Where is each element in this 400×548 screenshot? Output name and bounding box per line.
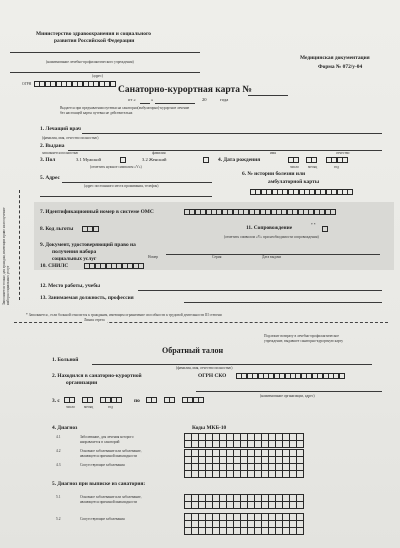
diag-4-1-code-grid[interactable] bbox=[184, 433, 303, 447]
diag-4-2-text-1: Основное заболевание или заболевание, bbox=[80, 449, 142, 453]
date-year-suffix: года bbox=[220, 97, 229, 102]
diag-5-1-code-grid[interactable] bbox=[184, 494, 303, 508]
field-5-caption: (адрес постоянного места проживания, телефон) bbox=[84, 184, 159, 188]
card-title: Санаторно-курортная карта № bbox=[118, 85, 252, 95]
field-9-label-2: получения набора bbox=[52, 249, 97, 255]
address-caption: (адрес) bbox=[92, 74, 103, 78]
birthdate-year-caption: год bbox=[334, 165, 339, 169]
field-6-label-2: амбулаторной карты bbox=[268, 179, 320, 185]
snils-cells[interactable] bbox=[84, 263, 143, 269]
field-6-label-1: 6. № истории болезни или bbox=[242, 171, 306, 177]
field-12-label: 12. Место работы, учебы bbox=[40, 283, 101, 289]
field-3-label: 3. Пол bbox=[40, 157, 56, 163]
to-year-cells[interactable] bbox=[182, 397, 204, 403]
diag-4-1-num: 4.1 bbox=[56, 435, 61, 439]
institution-caption: (наименование лечебно-профилактического учреждения) bbox=[46, 60, 134, 64]
ogrn-sko-label: ОГРН СКО bbox=[198, 373, 227, 379]
icd-label: Коды МКБ-10 bbox=[192, 425, 227, 431]
date-year: 20 bbox=[202, 97, 207, 102]
diag-4-3-num: 4.3 bbox=[56, 463, 61, 467]
diag-4-2-num: 4.2 bbox=[56, 449, 61, 453]
birthdate-month-cells[interactable] bbox=[306, 157, 317, 163]
from-year-caption: год bbox=[108, 405, 113, 409]
from-month-caption: месяц bbox=[84, 405, 94, 409]
doc-series-caption: Серия bbox=[212, 255, 222, 259]
diag-4-1-text-1: Заболевание, для лечения которого bbox=[80, 435, 134, 439]
to-month-cells[interactable] bbox=[164, 397, 175, 403]
title-note-1: Выдается при предъявлении путевки на санаторно(амбулаторно)-курортное лечение bbox=[60, 106, 190, 110]
medical-documentation: Медицинская документация bbox=[300, 55, 370, 61]
field-11-caption: (отметить символом «V» при необходимости сопровождения) bbox=[224, 235, 319, 239]
field-7-label: 7. Идентификационный номер в системе ОМС bbox=[40, 209, 154, 215]
field-2-caption: заполняется полностью bbox=[42, 151, 79, 155]
cut-line-label: Линия отреза bbox=[84, 318, 105, 322]
diag-4-2-code-grid[interactable] bbox=[184, 449, 303, 463]
diag-4-3-text-1: Сопутствующие заболевания bbox=[80, 463, 125, 467]
diag-4-2-text-2: являющееся причиной инвалидности bbox=[80, 454, 138, 458]
field-11-label: 11. Сопровождение bbox=[246, 225, 293, 231]
diag-4-1-text-2: направляется в санаторий bbox=[80, 440, 120, 444]
discharge-diagnosis-label: 5. Диагноз при выписке из санатория: bbox=[52, 481, 146, 487]
birthdate-day-caption: число bbox=[290, 165, 299, 169]
field-1-label: 1. Лечащий врач bbox=[40, 126, 81, 132]
field-13-label: 13. Занимаемая должность, профессия bbox=[40, 295, 134, 301]
gender-caption: (отметить нужное символом «V») bbox=[90, 165, 142, 169]
return-was-label-2: организации bbox=[66, 380, 98, 386]
return-org-caption: (наименование организации, адрес) bbox=[260, 394, 315, 398]
diag-4-3-code-grid[interactable] bbox=[184, 463, 303, 477]
ogrn-sko-cells[interactable] bbox=[236, 373, 344, 379]
return-patient-label: 1. Больной bbox=[52, 357, 79, 363]
field-2-label: 2. Выдана bbox=[40, 143, 65, 149]
escort-checkbox[interactable] bbox=[322, 226, 328, 232]
diag-5-1-text-2: являющееся причиной инвалидности bbox=[80, 500, 138, 504]
ministry-line-1: Министерство здравоохранения и социального bbox=[36, 31, 151, 37]
return-note-1: Подлежит возврату в лечебно-профилактическое bbox=[264, 334, 339, 338]
doc-issue-date-caption: Дата выдачи bbox=[262, 255, 282, 259]
diagnosis-label: 4. Диагноз bbox=[52, 425, 78, 431]
return-patient-caption: (фамилия, имя, отчество полностью) bbox=[176, 366, 233, 370]
date-quote: » bbox=[151, 97, 154, 102]
return-title: Обратный талон bbox=[162, 346, 224, 355]
date-from: от « bbox=[128, 97, 136, 102]
oms-number-cells[interactable] bbox=[184, 209, 335, 215]
birthdate-day-cells[interactable] bbox=[288, 157, 299, 163]
field-8-label: 8. Код льготы bbox=[40, 226, 74, 232]
footnote: * Заполняется , если больной относится к гражданам, имеющим ограничение способности к трудовой деятельности III степени bbox=[26, 313, 222, 317]
from-day-cells[interactable] bbox=[64, 397, 75, 403]
field-10-label: 10. СНИЛС bbox=[40, 263, 69, 269]
name-caption: имя bbox=[270, 151, 276, 155]
benefit-code-cells[interactable] bbox=[82, 226, 98, 232]
diag-5-2-text-1: Сопутствующие заболевания bbox=[80, 517, 125, 521]
title-note-2: без настоящей карты путевка не действительна bbox=[60, 111, 133, 115]
form-number: Форма № 072/у-04 bbox=[318, 64, 363, 70]
gender-female-label: 3.2 Женский bbox=[142, 157, 167, 162]
field-4-label: 4. Дата рождения bbox=[218, 157, 261, 163]
gender-female-checkbox[interactable] bbox=[203, 157, 209, 163]
return-was-label-1: 2. Находился в санаторно-курортной bbox=[52, 373, 142, 379]
field-1-caption: (фамилия, имя, отчество полностью) bbox=[42, 136, 99, 140]
gender-male-checkbox[interactable] bbox=[120, 157, 126, 163]
to-day-cells[interactable] bbox=[146, 397, 157, 403]
return-note-2: учреждение, выдавшее санаторно-курортную карту bbox=[264, 339, 343, 343]
field-9-label-3: социальных услуг bbox=[52, 256, 97, 262]
from-month-cells[interactable] bbox=[82, 397, 93, 403]
diag-5-1-num: 5.1 bbox=[56, 495, 61, 499]
sidebar-note: Заполняется только для граждан, имеющих право на получение набора социальных услуг bbox=[2, 207, 11, 305]
return-to-label: по bbox=[134, 398, 140, 404]
field-5-label: 5. Адрес bbox=[40, 175, 60, 181]
birthdate-year-cells[interactable] bbox=[326, 157, 348, 163]
surname-caption: фамилия bbox=[152, 151, 166, 155]
diag-5-1-text-1: Основное заболевание или заболевание, bbox=[80, 495, 142, 499]
doc-number-caption: Номер bbox=[148, 255, 158, 259]
birthdate-month-caption: месяц bbox=[308, 165, 318, 169]
diag-5-2-code-grid[interactable] bbox=[184, 513, 303, 534]
return-from-label: 3. с bbox=[52, 398, 60, 404]
field-11-mark: * * bbox=[311, 223, 316, 227]
history-number-cells[interactable] bbox=[250, 189, 353, 195]
ministry-line-2: развития Российской Федерации bbox=[54, 38, 135, 44]
ogrn-label: ОГРН bbox=[22, 82, 32, 86]
patronymic-caption: отчество bbox=[336, 151, 350, 155]
gender-male-label: 3.1 Мужской bbox=[76, 157, 101, 162]
field-9-label-1: 9. Документ, удостоверяющий право на bbox=[40, 242, 136, 248]
ogrn-cells[interactable] bbox=[34, 81, 115, 87]
from-year-cells[interactable] bbox=[100, 397, 122, 403]
diag-5-2-num: 5.2 bbox=[56, 517, 61, 521]
from-day-caption: число bbox=[66, 405, 75, 409]
